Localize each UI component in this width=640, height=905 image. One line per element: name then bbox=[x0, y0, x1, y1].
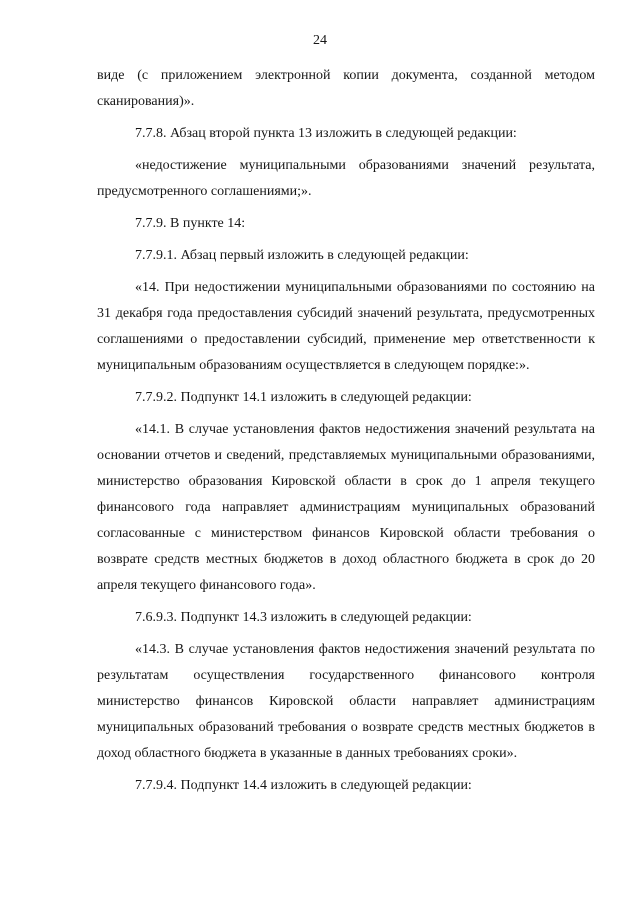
document-body bbox=[97, 63, 595, 799]
paragraph-quote-14: «14. При недостижении муниципальными образованиями по состоянию на 31 декабря года предоставления субсидий значений результата, предусмотренных соглашениями о предоставлении субсидий, применение мер ответственности к муниципальным образованиям осуществляется в следующем порядке:». bbox=[97, 280, 595, 373]
paragraph-item-7-7-8: 7.7.8. Абзац второй пункта 13 изложить в следующей редакции: bbox=[135, 126, 517, 141]
paragraph-continuation: виде (с приложением электронной копии документа, созданной методом сканирования)». bbox=[97, 68, 595, 109]
page-number: 24 bbox=[313, 33, 327, 48]
paragraph-item-7-7-9-4: 7.7.9.4. Подпункт 14.4 изложить в следующей редакции: bbox=[135, 778, 472, 793]
paragraph-item-7-7-9: 7.7.9. В пункте 14: bbox=[135, 216, 246, 231]
paragraph-quote-13: «недостижение муниципальными образованиями значений результата, предусмотренного соглашениями;». bbox=[97, 158, 595, 199]
paragraph-quote-14-1: «14.1. В случае установления фактов недостижения значений результата на основании отчетов и сведений, представляемых муниципальными образованиями, министерство образования Кировской области в срок до 1 апреля текущего финансового года направляет администрациям муниципальных образований согласованные с министерством финансов Кировской области требования о возврате средств местных бюджетов в доход областного бюджета в срок до 20 апреля текущего финансового года». bbox=[97, 422, 595, 593]
paragraph-item-7-6-9-3: 7.6.9.3. Подпункт 14.3 изложить в следующей редакции: bbox=[135, 610, 472, 625]
paragraph-item-7-7-9-2: 7.7.9.2. Подпункт 14.1 изложить в следующей редакции: bbox=[135, 390, 472, 405]
paragraph-item-7-7-9-1: 7.7.9.1. Абзац первый изложить в следующей редакции: bbox=[135, 248, 469, 263]
paragraph-quote-14-3: «14.3. В случае установления фактов недостижения значений результата по результатам осуществления государственного финансового контроля министерство финансов Кировской области направляет администрациям муниципальных образований требования о возврате средств местных бюджетов в доход областного бюджета в указанные в данных требованиях сроки». bbox=[97, 642, 595, 761]
